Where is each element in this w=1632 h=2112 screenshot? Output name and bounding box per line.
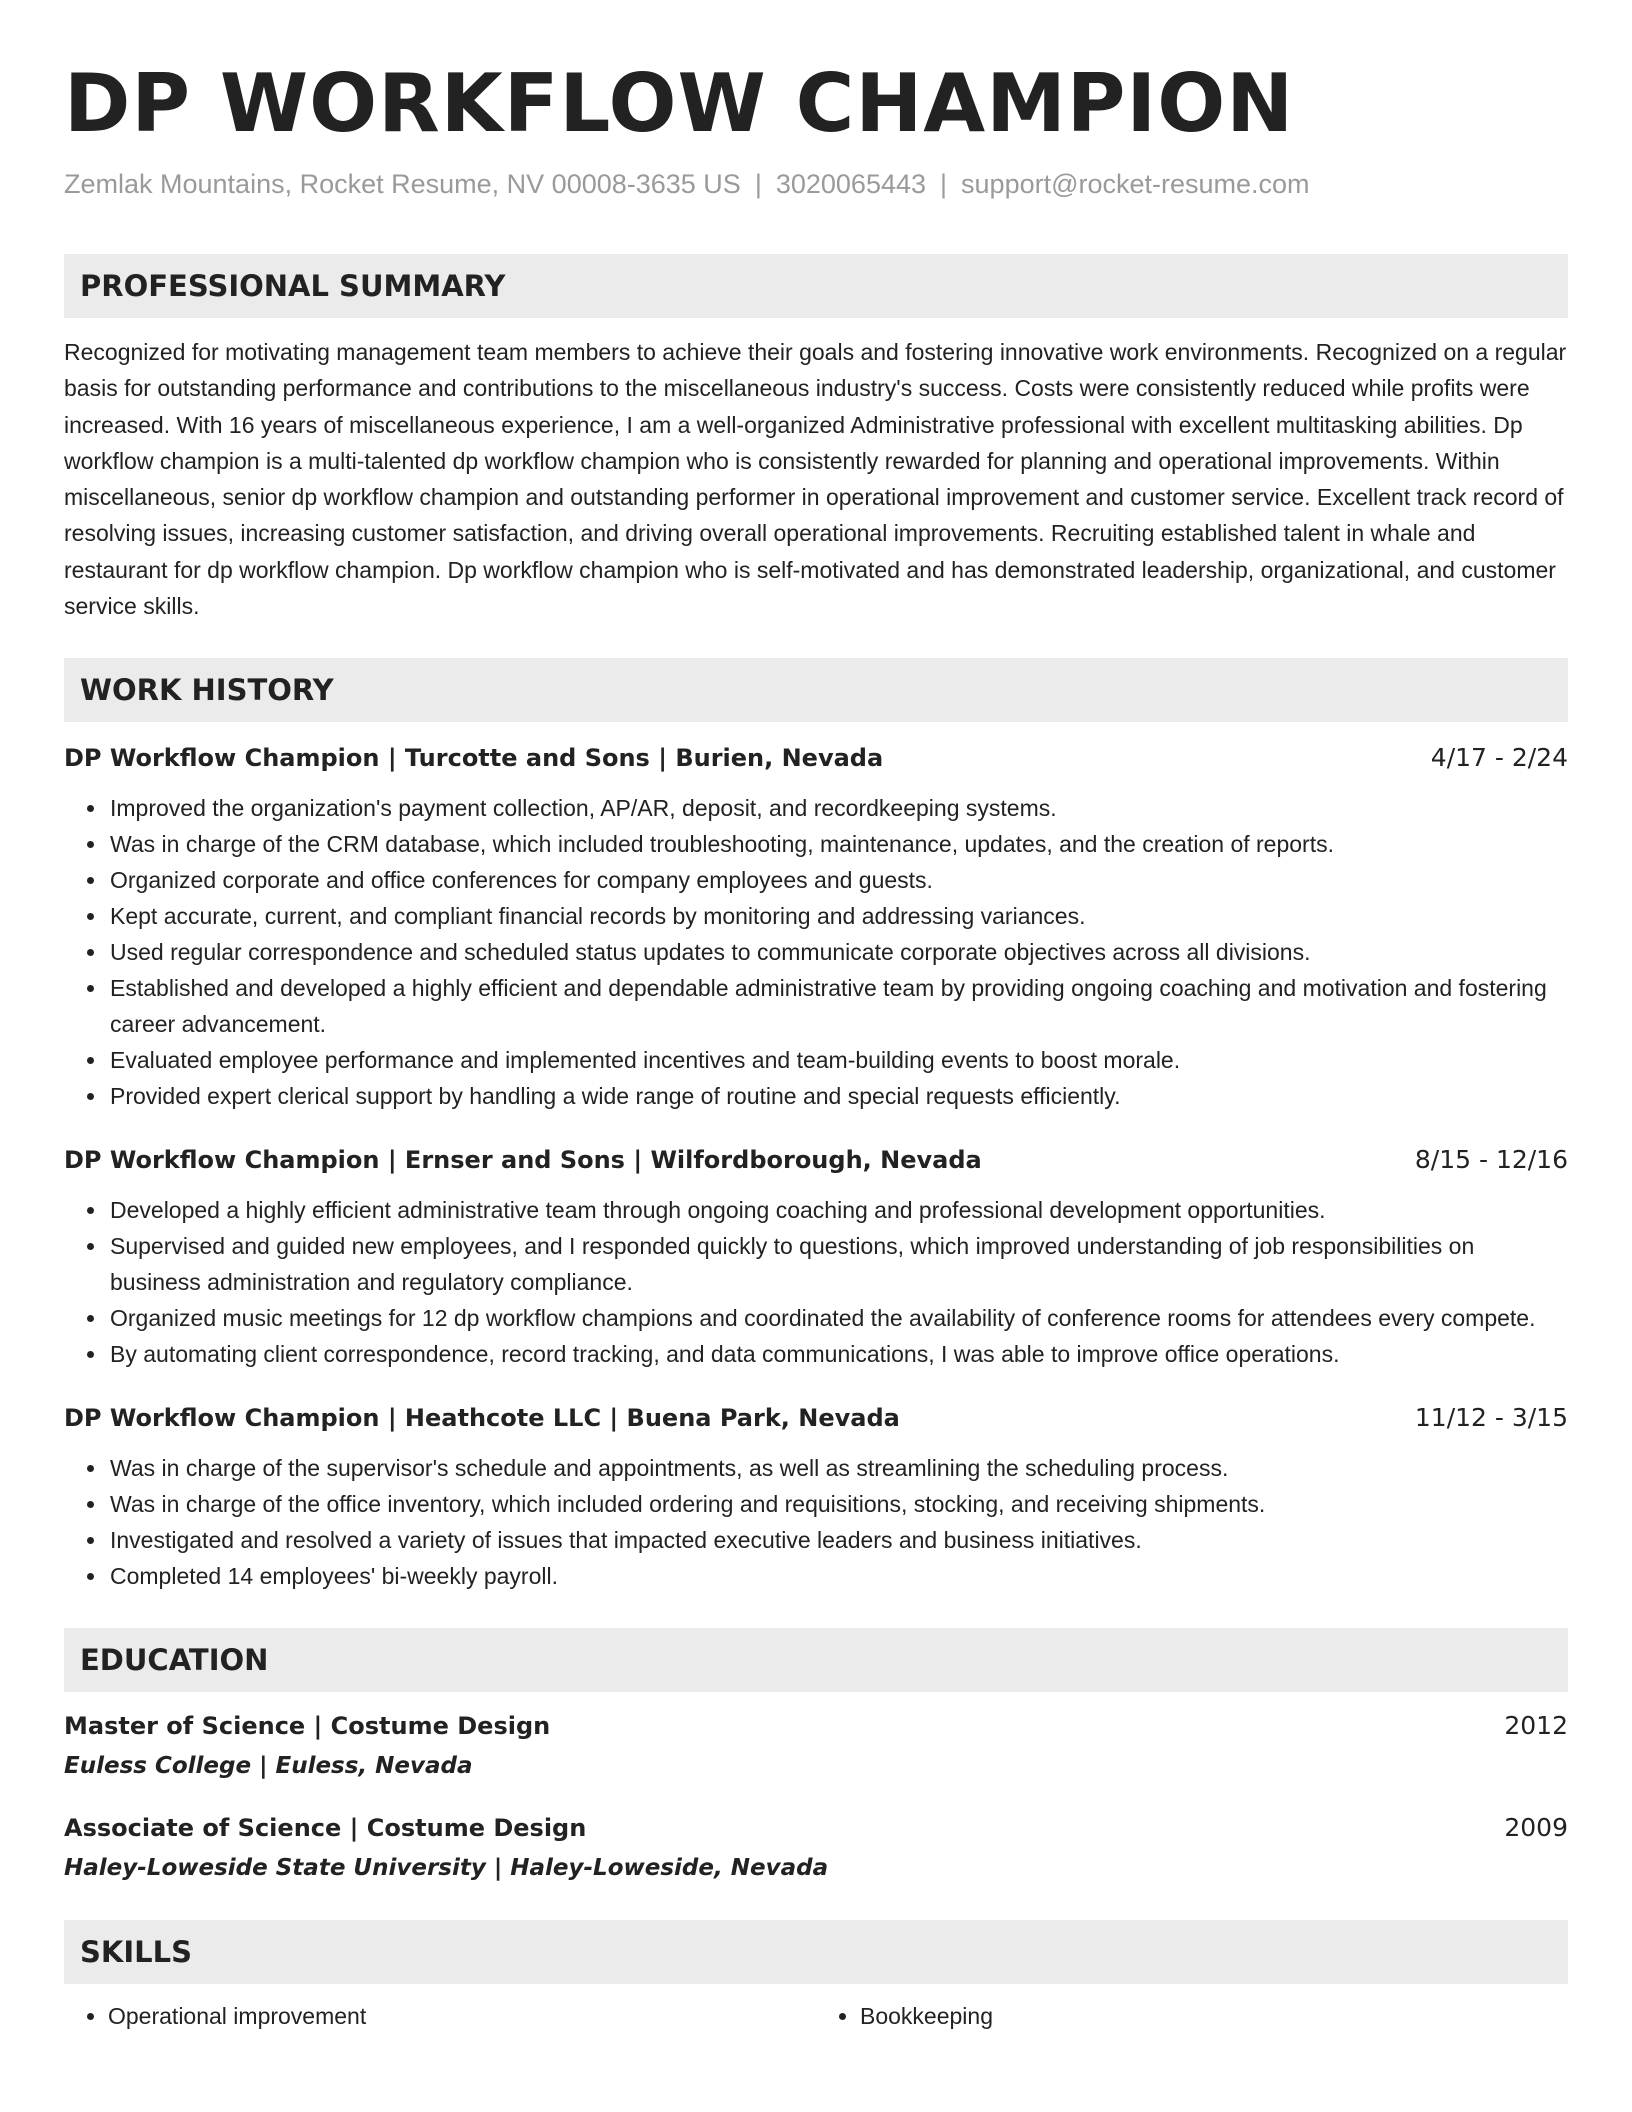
job-entry bbox=[64, 1400, 1568, 1594]
job-dates: 4/17 - 2/24 bbox=[1430, 743, 1568, 773]
education-entry bbox=[64, 1810, 1568, 1886]
education-year: 2012 bbox=[1504, 1711, 1568, 1741]
job-dates: 11/12 - 3/15 bbox=[1414, 1403, 1568, 1433]
section-heading-education: EDUCATION bbox=[64, 1628, 1568, 1692]
education-year: 2009 bbox=[1504, 1813, 1568, 1843]
job-bullet: • Supervised and guided new employees, and I responded quickly to questions, which improved understanding of job responsibilities on business administration and regulatory compliance. bbox=[108, 1228, 1568, 1300]
job-bullet: • Used regular correspondence and scheduled status updates to communicate corporate objectives across all divisions. bbox=[108, 934, 1568, 970]
job-bullet-list bbox=[64, 790, 1568, 1114]
section-heading-summary: PROFESSIONAL SUMMARY bbox=[64, 254, 1568, 318]
contact-address: Zemlak Mountains, Rocket Resume, NV 00008-3635 US bbox=[64, 169, 741, 199]
job-bullet: • Investigated and resolved a variety of issues that impacted executive leaders and business initiatives. bbox=[108, 1522, 1568, 1558]
job-bullet: • Established and developed a highly efficient and dependable administrative team by providing ongoing coaching and motivation and fostering career advancement. bbox=[108, 970, 1568, 1042]
education-degree: Associate of Science | Costume Design bbox=[64, 1814, 587, 1843]
resume-name: DP WORKFLOW CHAMPION bbox=[64, 57, 1295, 150]
contact-line bbox=[64, 166, 1568, 202]
section-heading-work-history: WORK HISTORY bbox=[64, 658, 1568, 722]
skills-column-left bbox=[64, 1998, 816, 2034]
contact-phone: 3020065443 bbox=[775, 169, 927, 199]
contact-email[interactable]: support@rocket-resume.com bbox=[961, 169, 1310, 199]
job-bullet: • Kept accurate, current, and compliant financial records by monitoring and addressing variances. bbox=[108, 898, 1568, 934]
job-bullet: • By automating client correspondence, record tracking, and data communications, I was able to improve office operations. bbox=[108, 1336, 1568, 1372]
job-title: DP Workflow Champion | Heathcote LLC | Buena Park, Nevada bbox=[64, 1404, 900, 1433]
education-school: Euless College | Euless, Nevada bbox=[64, 1753, 473, 1780]
job-bullet: • Was in charge of the CRM database, which included troubleshooting, maintenance, updates, and the creation of reports. bbox=[108, 826, 1568, 862]
job-entry bbox=[64, 740, 1568, 1114]
job-title: DP Workflow Champion | Ernser and Sons | Wilfordborough, Nevada bbox=[64, 1146, 982, 1175]
job-bullet: • Completed 14 employees' bi-weekly payroll. bbox=[108, 1558, 1568, 1594]
job-bullet: • Was in charge of the supervisor's schedule and appointments, as well as streamlining the scheduling process. bbox=[108, 1450, 1568, 1486]
section-heading-skills: SKILLS bbox=[64, 1920, 1568, 1984]
job-bullet: • Provided expert clerical support by handling a wide range of routine and special requests efficiently. bbox=[108, 1078, 1568, 1114]
job-bullet: • Organized music meetings for 12 dp workflow champions and coordinated the availability of conference rooms for attendees every compete. bbox=[108, 1300, 1568, 1336]
skill-item: • Operational improvement bbox=[108, 1998, 816, 2034]
job-bullet: • Evaluated employee performance and implemented incentives and team-building events to boost morale. bbox=[108, 1042, 1568, 1078]
summary-text: Recognized for motivating management team members to achieve their goals and fostering innovative work environments. Recognized on a regular basis for outstanding performance and contributions to the miscellaneous industry's success. Costs were consistently reduced while profits were increased. With 16 years of miscellaneous experience, I am a well-organized Administrative professional with excellent multitasking abilities. Dp workflow champion is a multi-talented dp workflow champion who is consistently rewarded for planning and operational improvements. Within miscellaneous, senior dp workflow champion and outstanding performer in operational improvement and customer service. Excellent track record of resolving issues, increasing customer satisfaction, and driving overall operational improvements. Recruiting established talent in whale and restaurant for dp workflow champion. Dp workflow champion who is self-motivated and has demonstrated leadership, organizational, and customer service skills. bbox=[64, 339, 1567, 620]
job-bullet-list bbox=[64, 1192, 1568, 1372]
job-bullet: • Organized corporate and office conferences for company employees and guests. bbox=[108, 862, 1568, 898]
education-entry bbox=[64, 1708, 1568, 1784]
job-dates: 8/15 - 12/16 bbox=[1414, 1145, 1568, 1175]
education-school: Haley-Loweside State University | Haley-Loweside, Nevada bbox=[64, 1855, 829, 1882]
skills-list bbox=[64, 1998, 1568, 2034]
job-title: DP Workflow Champion | Turcotte and Sons | Burien, Nevada bbox=[64, 744, 884, 773]
job-bullet-list bbox=[64, 1450, 1568, 1594]
contact-separator: | bbox=[940, 169, 948, 199]
job-entry bbox=[64, 1142, 1568, 1372]
job-bullet: • Was in charge of the office inventory, which included ordering and requisitions, stocking, and receiving shipments. bbox=[108, 1486, 1568, 1522]
contact-separator: | bbox=[754, 169, 762, 199]
education-degree: Master of Science | Costume Design bbox=[64, 1712, 551, 1741]
skill-item: • Bookkeeping bbox=[860, 1998, 1568, 2034]
job-bullet: • Improved the organization's payment collection, AP/AR, deposit, and recordkeeping systems. bbox=[108, 790, 1568, 826]
job-bullet: • Developed a highly efficient administrative team through ongoing coaching and professional development opportunities. bbox=[108, 1192, 1568, 1228]
skills-column-right bbox=[816, 1998, 1568, 2034]
